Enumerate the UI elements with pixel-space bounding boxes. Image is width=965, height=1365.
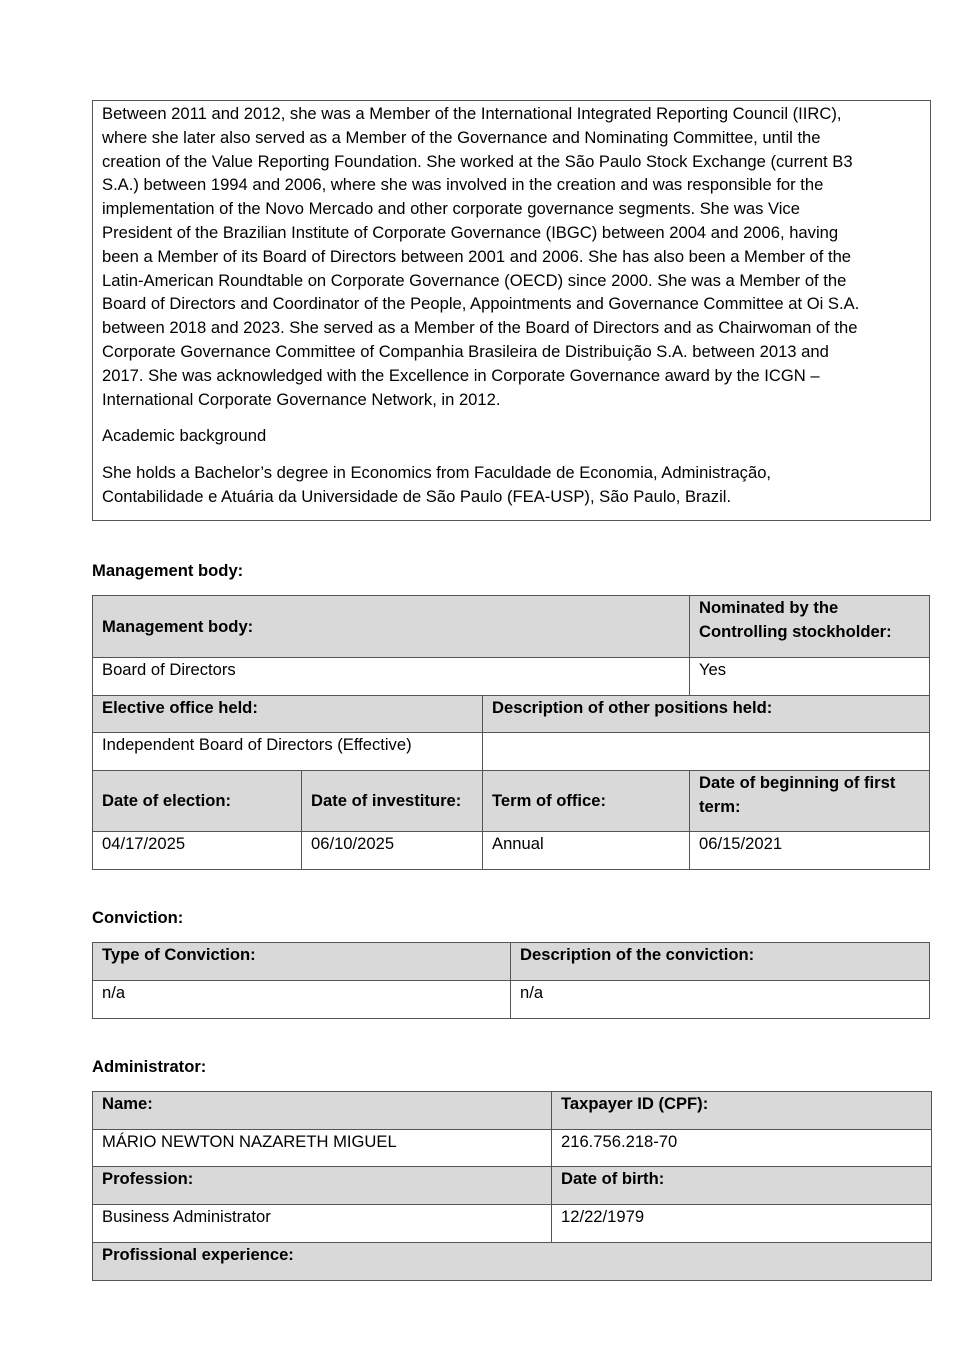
- birth-date-value: 12/22/1979: [552, 1205, 932, 1243]
- first-term-label-line-1: Date of beginning of first: [699, 773, 896, 792]
- bio-line: Corporate Governance Committee of Companhia Brasileira de Distribuição S.A. between 2013 and: [102, 341, 829, 361]
- management-body-value: Board of Directors: [93, 658, 690, 696]
- name-label: Name:: [93, 1092, 552, 1130]
- other-positions-value: [483, 733, 930, 771]
- administrator-table: [92, 1091, 932, 1281]
- elective-office-label: Elective office held:: [93, 696, 483, 733]
- bio-line: Between 2011 and 2012, she was a Member of the International Integrated Reporting Council (IIRC),: [102, 104, 842, 123]
- nominated-value: Yes: [690, 658, 930, 696]
- nominated-label: [690, 596, 930, 658]
- conviction-type-label: Type of Conviction:: [93, 943, 511, 981]
- investiture-date-label: Date of investiture:: [302, 771, 483, 832]
- bio-line: where she later also served as a Member of the Governance and Nominating Committee, until the: [102, 127, 821, 147]
- academic-line: Contabilidade e Atuária da Universidade de São Paulo (FEA-USP), São Paulo, Brazil.: [102, 486, 732, 506]
- cpf-value: 216.756.218-70: [552, 1130, 932, 1167]
- birth-date-label: Date of birth:: [552, 1167, 932, 1205]
- bio-line: International Corporate Governance Network, in 2012.: [102, 389, 501, 409]
- professional-experience-label: Profissional experience:: [93, 1243, 932, 1281]
- bio-line: Board of Directors and Coordinator of the People, Appointments and Governance Committee at Oi S.A.: [102, 294, 860, 314]
- election-date-label: Date of election:: [93, 771, 302, 832]
- conviction-section-title: Conviction:: [92, 908, 184, 927]
- bio-line: creation of the Value Reporting Foundation. She worked at the São Paulo Stock Exchange (current B3: [102, 151, 853, 171]
- bio-line: 2017. She was acknowledged with the Excellence in Corporate Governance award by the ICGN –: [102, 365, 820, 385]
- bio-line: President of the Brazilian Institute of Corporate Governance (IBGC) between 2004 and 2006, having: [102, 222, 839, 242]
- academic-heading: Academic background: [102, 426, 267, 446]
- academic-line: She holds a Bachelor’s degree in Economics from Faculdade de Economia, Administração,: [102, 463, 772, 483]
- term-of-office-label: Term of office:: [483, 771, 690, 832]
- investiture-date-value: 06/10/2025: [302, 832, 483, 870]
- cpf-label: Taxpayer ID (CPF):: [552, 1092, 932, 1130]
- nominated-label-line-1: Nominated by the: [699, 598, 839, 617]
- election-date-value: 04/17/2025: [93, 832, 302, 870]
- biography-box: [92, 100, 931, 521]
- first-term-label-line-2: term:: [699, 797, 741, 816]
- other-positions-label: Description of other positions held:: [483, 696, 930, 733]
- profession-value: Business Administrator: [93, 1205, 552, 1243]
- bio-line: been a Member of its Board of Directors between 2001 and 2006. She has also been a Member of the: [102, 246, 852, 266]
- administrator-section-title: Administrator:: [92, 1057, 207, 1076]
- nominated-label-line-2: Controlling stockholder:: [699, 622, 892, 641]
- bio-line: S.A.) between 1994 and 2006, where she was involved in the creation and was responsible for the: [102, 175, 824, 195]
- name-value: MÁRIO NEWTON NAZARETH MIGUEL: [93, 1130, 552, 1167]
- conviction-description-label: Description of the conviction:: [511, 943, 930, 981]
- management-section-title: Management body:: [92, 561, 244, 580]
- first-term-label: [690, 771, 930, 832]
- bio-line: implementation of the Novo Mercado and other corporate governance segments. She was Vice: [102, 199, 800, 219]
- management-table: [92, 595, 930, 870]
- conviction-description-value: n/a: [511, 981, 930, 1019]
- management-body-label: Management body:: [93, 596, 690, 658]
- elective-office-value: Independent Board of Directors (Effective): [93, 733, 483, 771]
- profession-label: Profession:: [93, 1167, 552, 1205]
- bio-line: Latin-American Roundtable on Corporate Governance (OECD) since 2000. She was a Member of the: [102, 270, 847, 290]
- conviction-table: [92, 942, 930, 1019]
- first-term-value: 06/15/2021: [690, 832, 930, 870]
- term-of-office-value: Annual: [483, 832, 690, 870]
- conviction-type-value: n/a: [93, 981, 511, 1019]
- bio-line: between 2018 and 2023. She served as a Member of the Board of Directors and as Chairwoman of the: [102, 318, 858, 338]
